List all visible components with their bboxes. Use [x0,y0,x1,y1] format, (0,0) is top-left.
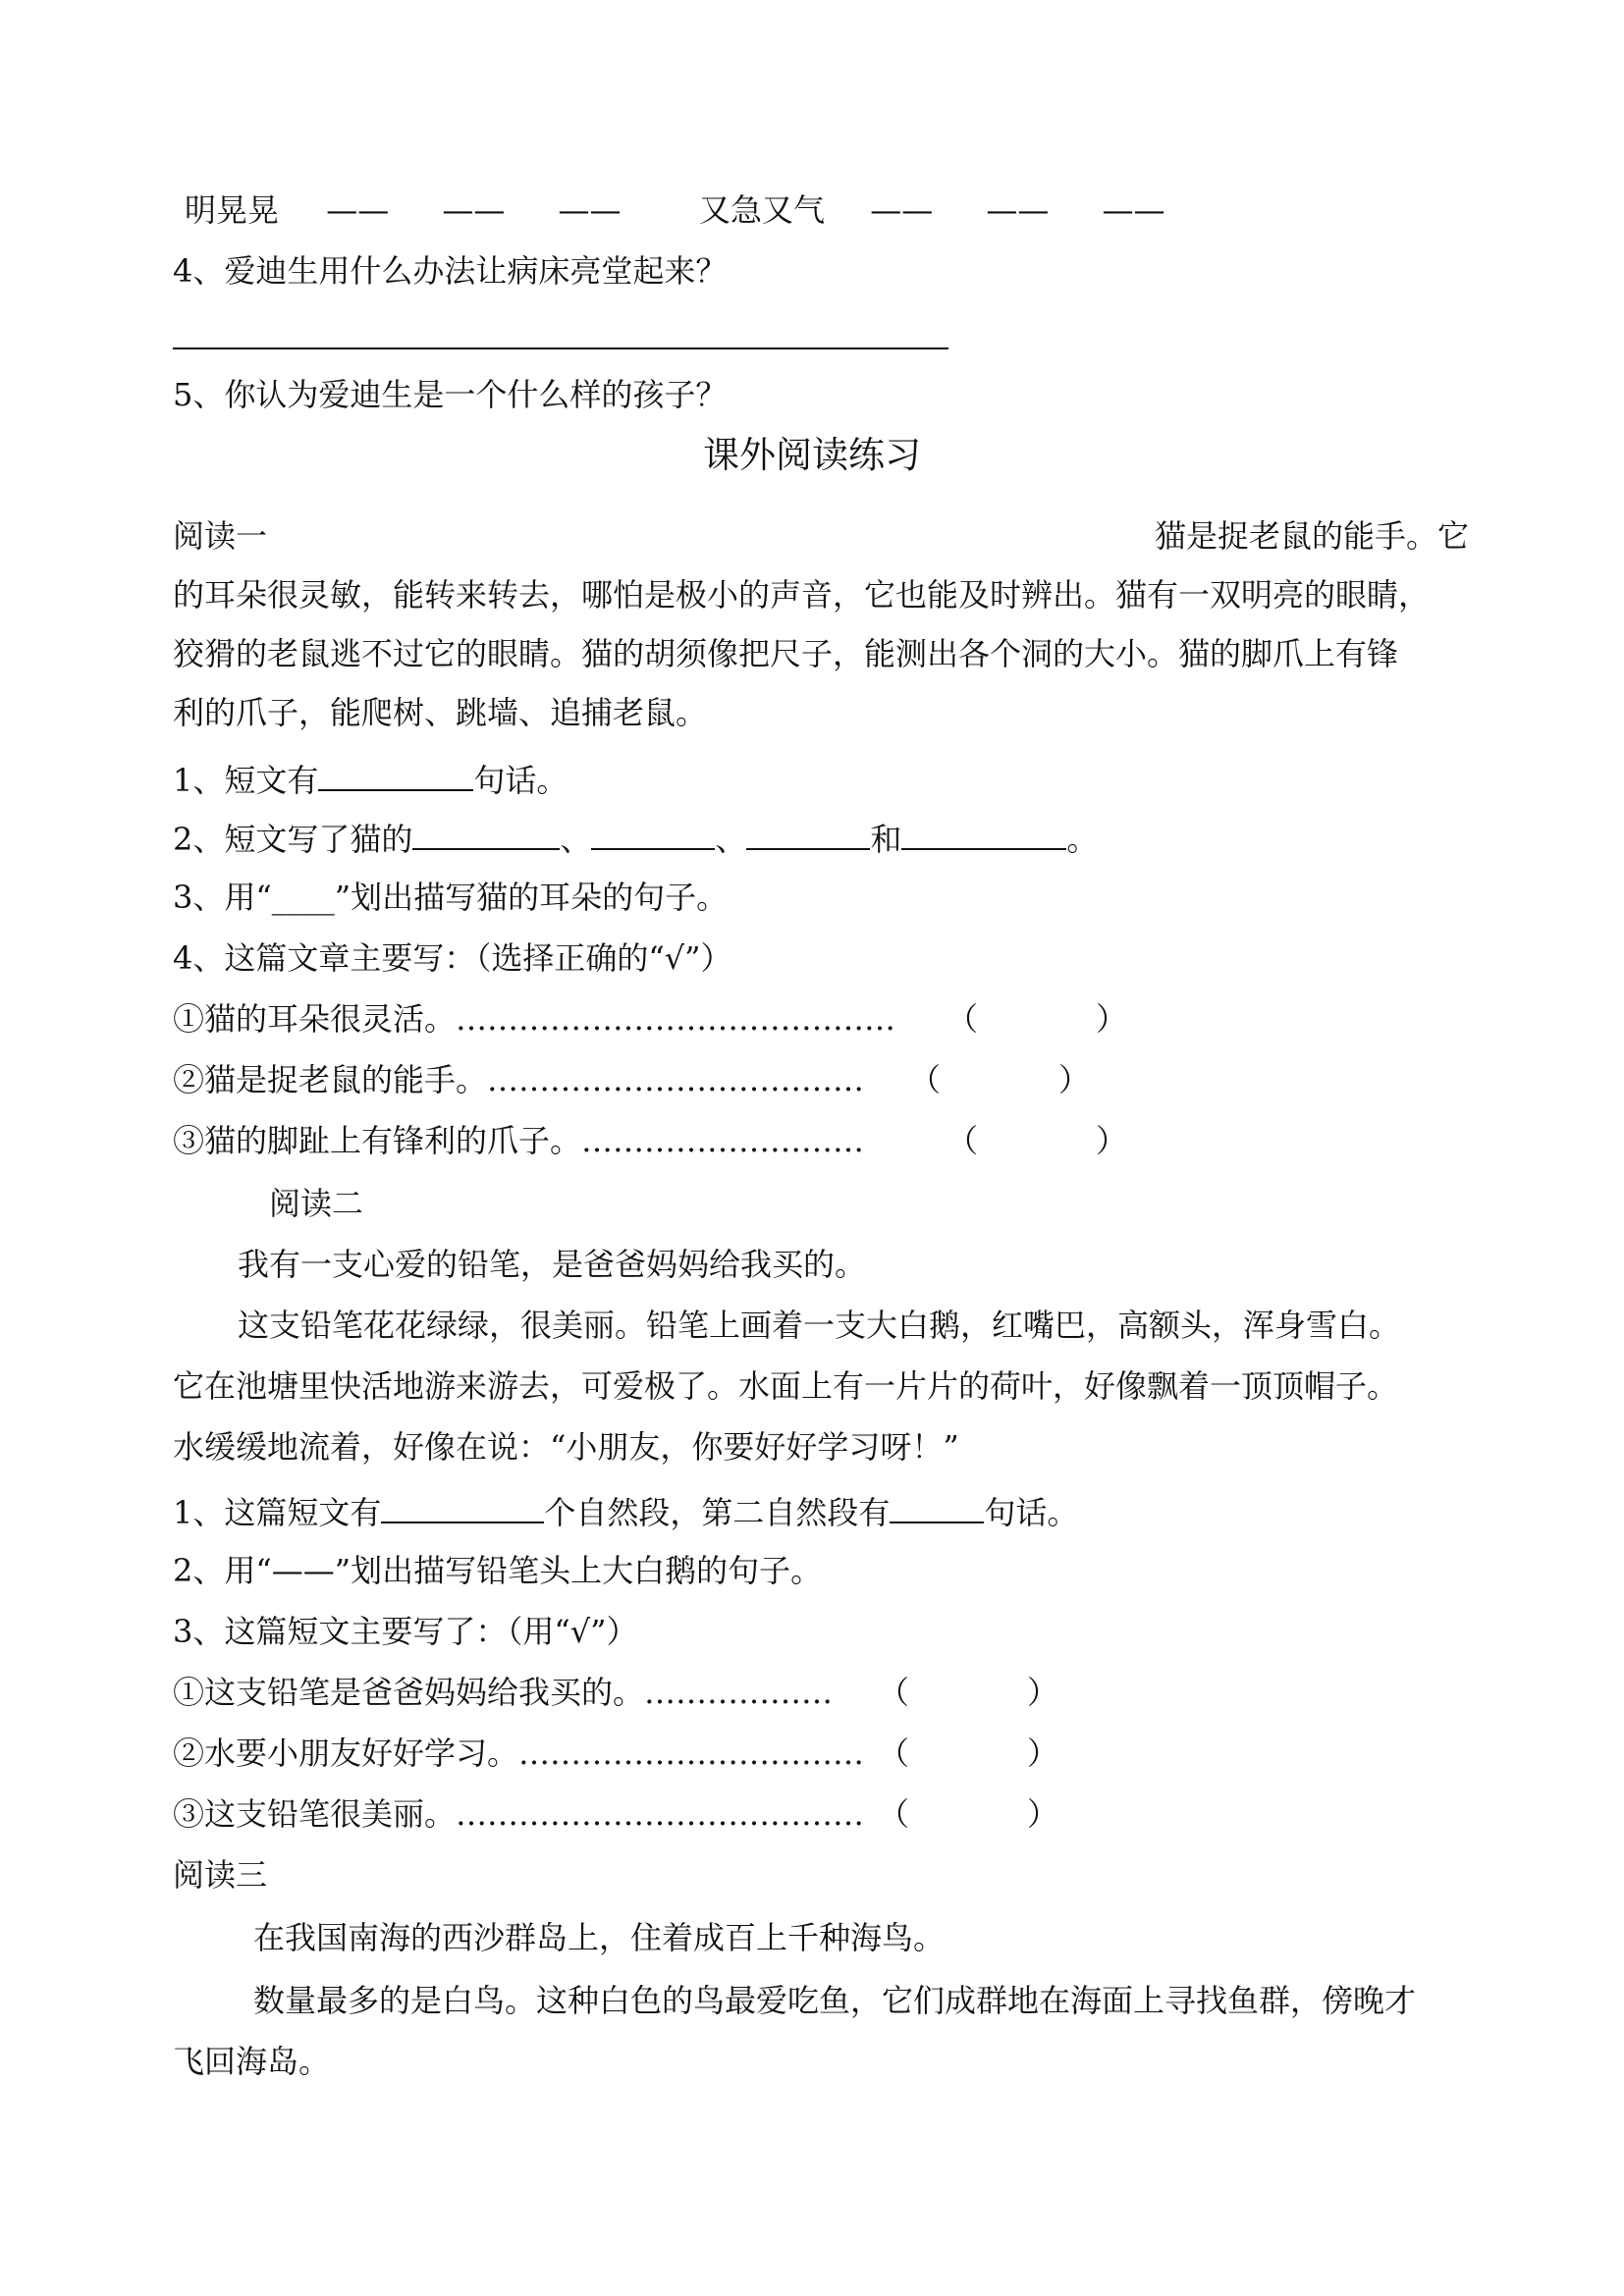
word-又急又气: 又急又气 [699,191,826,229]
answer-paren-close[interactable]: ） [1027,1674,1059,1711]
word-明晃晃-row [185,188,622,232]
fill-blank[interactable] [381,1488,544,1523]
option-text: ③这支铅笔很美丽。………………………………… [173,1795,865,1833]
reading2-label: 阅读二 [269,1185,364,1222]
blank-dash: —— [870,191,934,229]
question-text: 1、短文有 [173,762,319,799]
reading2-question-2: 2、用“——”划出描写铅笔头上大白鹅的句子。 [173,1552,823,1589]
fill-blank[interactable] [412,815,560,850]
answer-paren-open[interactable]: （ [878,1674,910,1711]
reading2-paragraph-1: 我有一支心爱的铅笔，是爸爸妈妈给我买的。 [238,1246,867,1283]
answer-paren-close[interactable]: ） [1058,1061,1091,1098]
question-4-edison: 4、爱迪生用什么办法让病床亮堂起来？ [173,252,728,290]
reading1-label: 阅读一 [173,517,268,555]
reading1-option-1 [173,997,1469,1041]
reading3-paragraph-2: 数量最多的是白鸟。这种白色的鸟最爱吃鱼，它们成群地在海面上寻找鱼群，傍晚才 [253,1982,1417,2019]
reading1-text-line: 狡猾的老鼠逃不过它的眼睛。猫的胡须像把尺子，能测出各个洞的大小。猫的脚爪上有锋 [173,635,1399,672]
question-text: 2、短文写了猫的 [173,821,413,858]
answer-paren-open[interactable]: （ [947,1000,979,1038]
page-title: 课外阅读练习 [703,434,921,476]
reading2-paragraph-2: 这支铅笔花花绿绿，很美丽。铅笔上画着一支大白鹅，红嘴巴，高额头，浑身雪白。 [238,1307,1401,1344]
reading3-paragraph-1: 在我国南海的西沙群岛上，住着成百上千种海鸟。 [253,1919,946,1956]
reading1-question-4: 4、这篇文章主要写：（选择正确的“√”） [173,939,732,977]
answer-paren-close[interactable]: ） [1096,1122,1128,1159]
answer-line [173,347,948,349]
word-又急又气-row [699,188,1165,232]
reading1-option-2 [173,1058,1469,1101]
question-5-edison: 5、你认为爱迪生是一个什么样的孩子？ [173,376,728,413]
question-text: 、 [560,821,592,858]
reading2-option-3 [173,1792,1469,1836]
reading1-text-start: 猫是捉老鼠的能手。它 [1154,517,1469,555]
answer-paren-close[interactable]: ） [1027,1795,1059,1833]
blank-dash: —— [1102,191,1165,229]
question-text: 句话。 [473,762,568,799]
fill-blank[interactable] [746,815,870,850]
reading2-paragraph-2-cont: 水缓缓地流着，好像在说：“小朋友，你要好好学习呀！” [173,1428,959,1466]
reading1-question-3: 3、用“____”划出描写猫的耳朵的句子。 [173,879,729,916]
question-text: 1、这篇短文有 [173,1494,382,1531]
reading2-option-2 [173,1732,1469,1775]
answer-paren-close[interactable]: ） [1027,1735,1059,1772]
word-明晃晃: 明晃晃 [185,191,280,229]
option-text: ①猫的耳朵很灵活。…………………………………… [173,1000,896,1038]
blank-dash: —— [442,191,506,229]
fill-blank[interactable] [591,815,715,850]
reading2-question-3: 3、这篇短文主要写了：（用“√”） [173,1613,638,1650]
answer-paren-open[interactable]: （ [878,1735,910,1772]
question-text: 句话。 [984,1494,1079,1531]
question-text: 和 [870,821,902,858]
reading3-paragraph-2-cont: 飞回海岛。 [173,2043,331,2080]
reading1-first-line [173,514,1469,558]
reading1-question-2 [173,815,1469,861]
answer-paren-open[interactable]: （ [878,1795,910,1833]
reading1-text-line: 利的爪子，能爬树、跳墙、追捕老鼠。 [173,694,708,731]
reading1-option-3 [173,1119,1469,1162]
fill-blank[interactable] [318,756,473,791]
reading1-text-line: 的耳朵很灵敏，能转来转去，哪怕是极小的声音，它也能及时辨出。猫有一双明亮的眼睛， [173,576,1431,614]
reading2-option-1 [173,1671,1469,1714]
answer-paren-open[interactable]: （ [909,1061,942,1098]
fill-blank[interactable] [890,1488,984,1523]
question-text: 。 [1066,821,1099,858]
blank-dash: —— [326,191,390,229]
answer-paren-open[interactable]: （ [947,1122,979,1159]
question-text: 、 [715,821,747,858]
option-text: ①这支铅笔是爸爸妈妈给我买的。……………… [173,1674,834,1711]
option-text: ③猫的脚趾上有锋利的爪子。……………………… [173,1122,865,1159]
blank-dash: —— [986,191,1050,229]
reading3-label: 阅读三 [173,1856,268,1894]
fill-blank[interactable] [901,815,1066,850]
blank-dash: —— [558,191,622,229]
answer-paren-close[interactable]: ） [1096,1000,1128,1038]
reading1-question-1 [173,756,1469,802]
question-text: 个自然段，第二自然段有 [544,1494,891,1531]
reading2-paragraph-2-cont: 它在池塘里快活地游来游去，可爱极了。水面上有一片片的荷叶，好像飘着一顶顶帽子。 [173,1367,1399,1405]
reading2-question-1 [173,1488,1469,1534]
option-text: ②水要小朋友好好学习。…………………………… [173,1735,865,1772]
option-text: ②猫是捉老鼠的能手。……………………………… [173,1061,865,1098]
